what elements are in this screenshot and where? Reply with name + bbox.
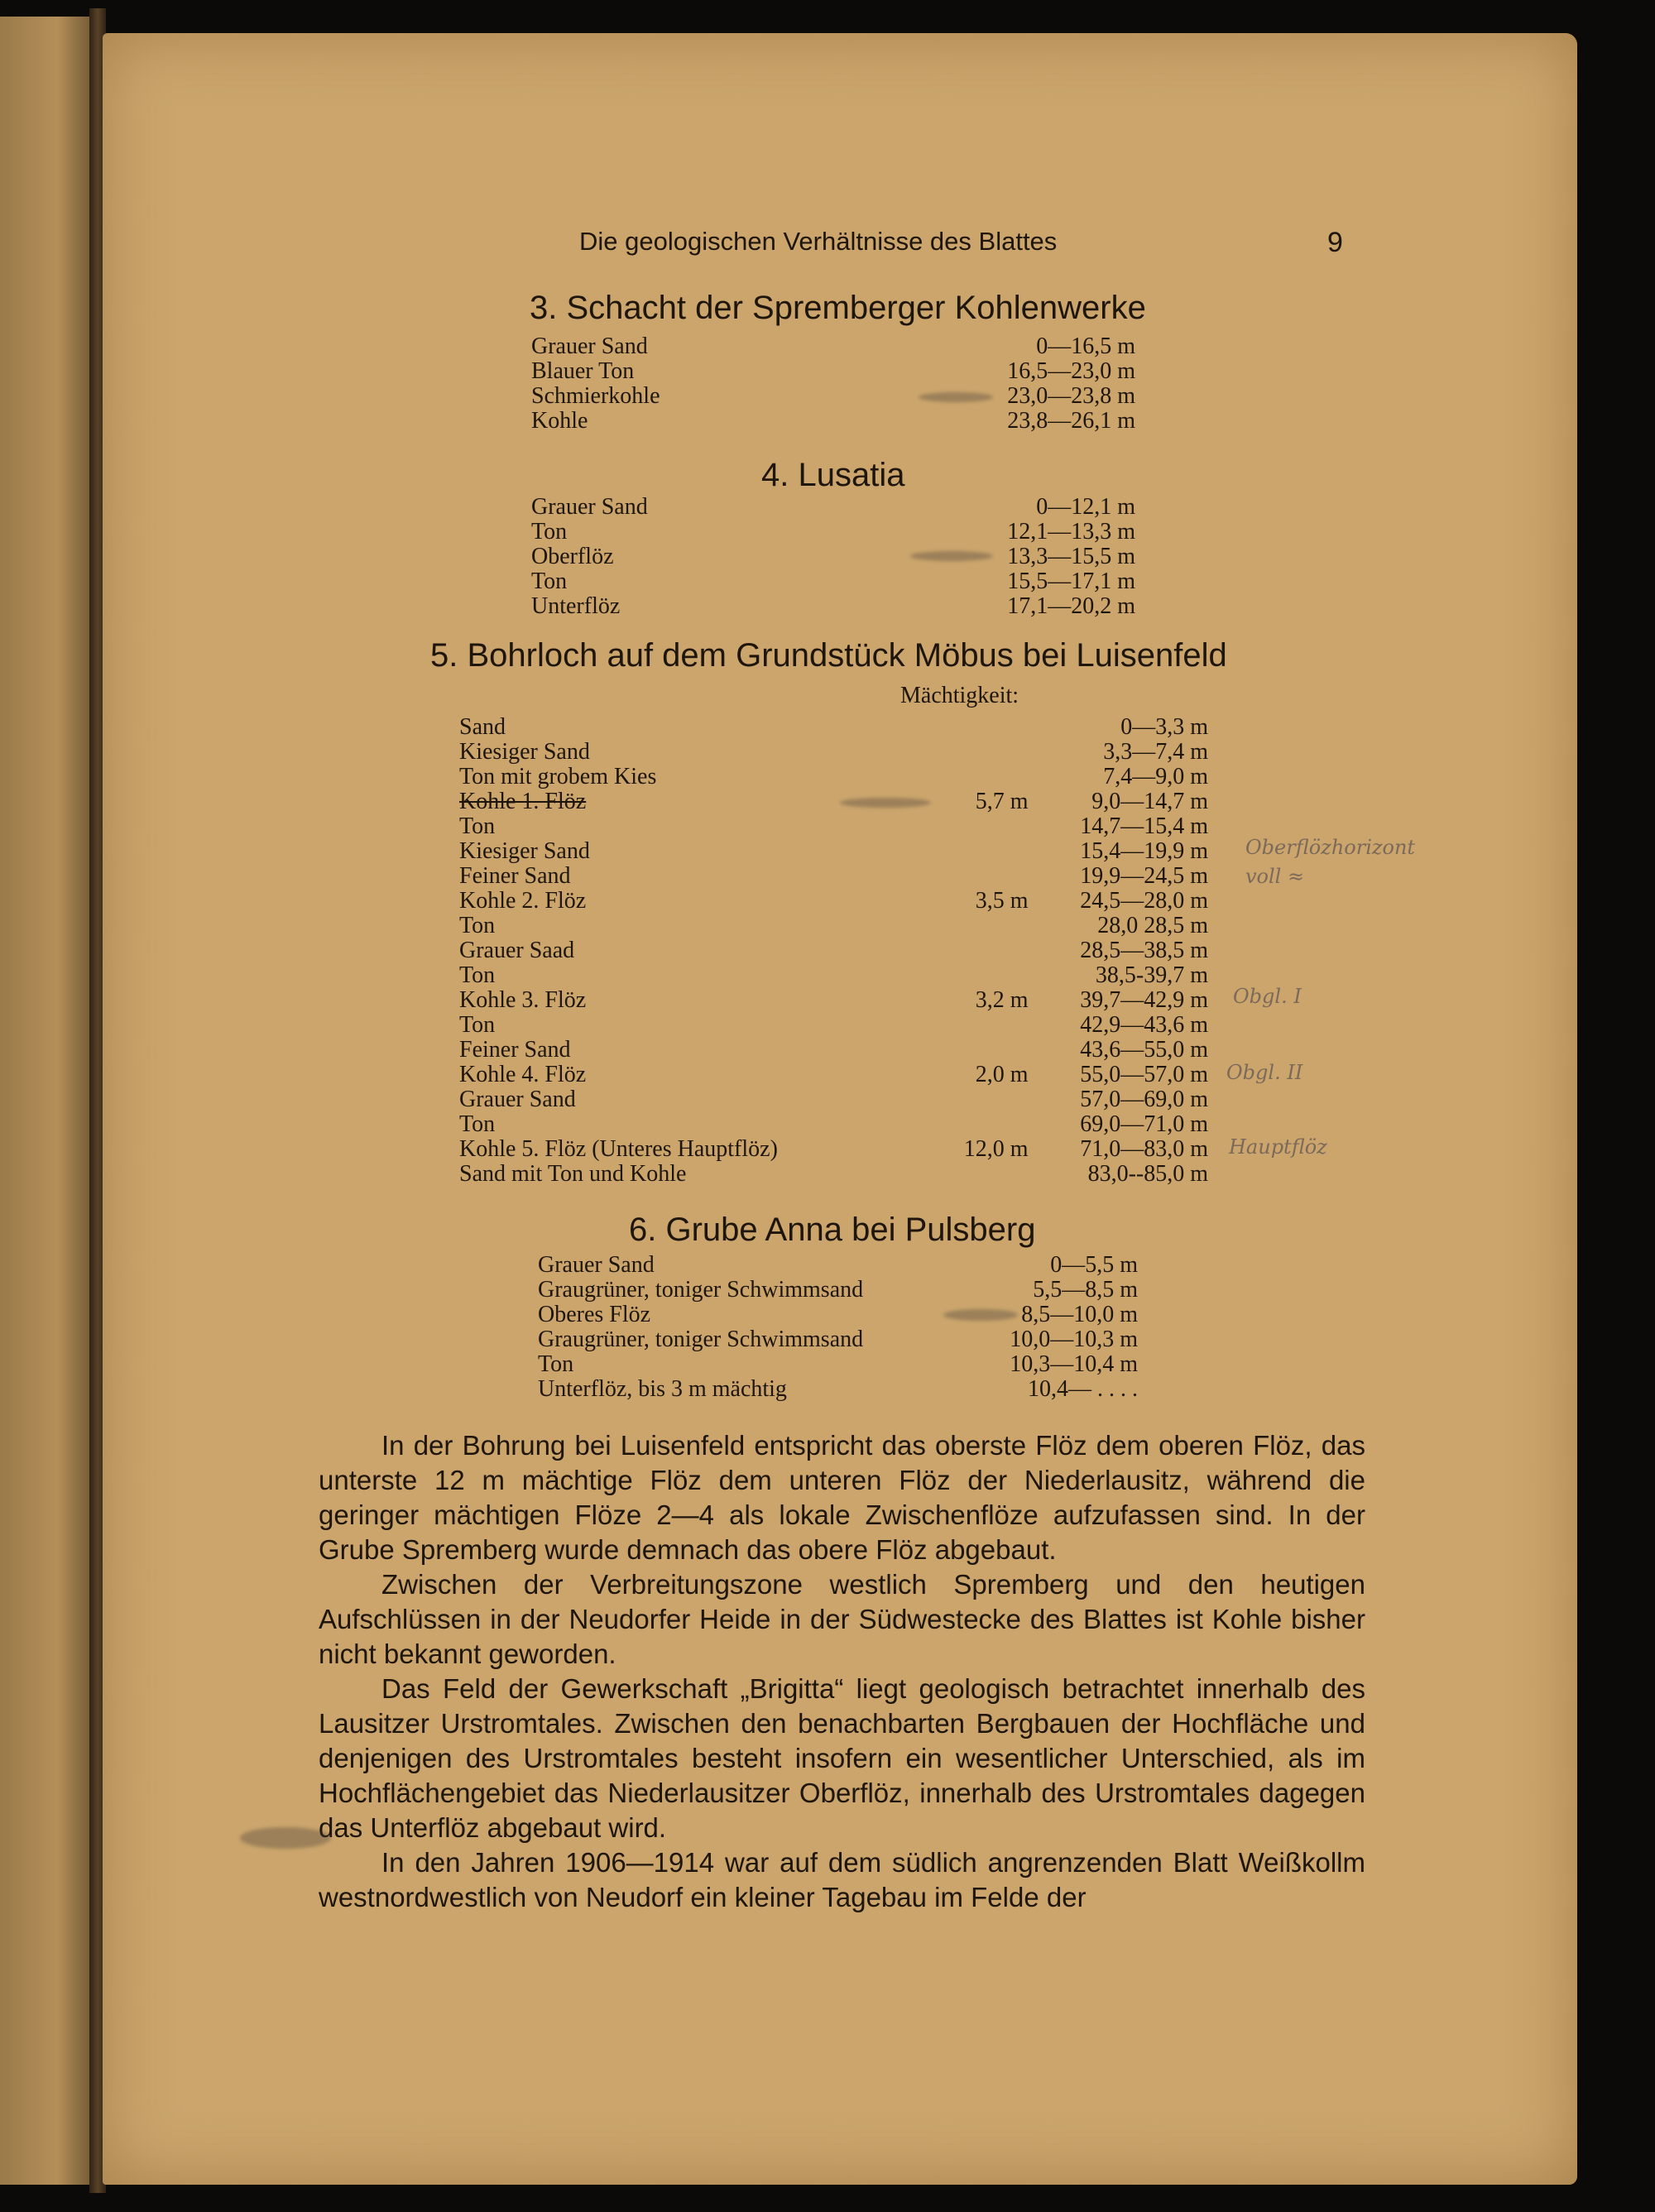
table-row: [531, 495, 1135, 520]
row-label: Grauer Saad: [459, 938, 575, 963]
running-header: Die geologischen Verhältnisse des Blattes: [579, 227, 1058, 256]
row-label: Ton mit grobem Kies: [459, 764, 657, 789]
row-depth: 5,5—8,5 m: [1033, 1277, 1138, 1303]
row-label: Oberflöz: [531, 544, 614, 569]
row-label: Feiner Sand: [459, 1037, 571, 1063]
pencil-smudge: [910, 551, 993, 561]
row-label: Kohle 2. Flöz: [459, 888, 587, 914]
table-row: [459, 938, 1208, 963]
row-depth: 14,7—15,4 m: [1080, 813, 1208, 839]
row-label: Grauer Sand: [538, 1252, 655, 1278]
table-row: [459, 1038, 1208, 1063]
row-label: Unterflöz: [531, 593, 621, 619]
row-label: Ton: [459, 913, 496, 938]
paragraph: Das Feld der Gewerkschaft „Brigitta“ liegt geologisch betrachtet innerhalb des Lausitzer Urstromtales. Zwischen den benachbarten Bergbauen der Hochfläche und denjenigen des Urstromtales besteht insofern ein wesentlicher Unterschied, als im Hochflächengebiet das Niederlausitzer Oberflöz, innerhalb des Urstromtales dagegen das Unterflöz abgebaut wird.: [319, 1673, 1365, 1843]
table-row: [459, 740, 1208, 765]
row-label: Ton: [538, 1351, 574, 1377]
body-text: [319, 1428, 1365, 1915]
row-thickness: 12,0 m: [963, 1136, 1029, 1162]
section-title-6: 6. Grube Anna bei Pulsberg: [629, 1212, 1036, 1248]
table-row: [531, 384, 1135, 409]
paragraph: In der Bohrung bei Luisenfeld entspricht das oberste Flöz dem oberen Flöz, das unterste 12 m mächtige Flöz dem unteren Flöz der Niederlausitz, während die geringer mächtigen Flöze 2—4 als lokale Zwischenflöze aufzufassen sind. In der Grube Spremberg wurde demnach das obere Flöz abgebaut.: [319, 1430, 1365, 1565]
row-label: Kohle 4. Flöz: [459, 1062, 587, 1087]
paragraph: In den Jahren 1906—1914 war auf dem südlich angrenzenden Blatt Weißkollm westnordwestlich von Neudorf ein kleiner Tagebau im Felde der: [319, 1847, 1365, 1912]
row-thickness: [938, 765, 1029, 789]
row-label: Ton: [459, 813, 496, 839]
table-row: [459, 864, 1208, 889]
row-thickness: 3,5 m: [975, 888, 1029, 914]
pencil-annotation: Obgl. I: [1233, 985, 1302, 1008]
row-depth: 0—3,3 m: [1120, 714, 1208, 740]
pencil-smudge: [943, 1309, 1018, 1321]
row-label: Ton: [459, 1012, 496, 1038]
row-depth: 38,5-39,7 m: [1095, 962, 1208, 988]
table-row: [538, 1278, 1138, 1303]
row-label: Sand: [459, 714, 506, 740]
table-row: [538, 1327, 1138, 1352]
table-row: [459, 914, 1208, 938]
row-depth: 0—5,5 m: [1050, 1252, 1138, 1278]
row-thickness: [938, 740, 1029, 765]
row-depth: 28,0 28,5 m: [1097, 913, 1208, 938]
table-row: [538, 1253, 1138, 1278]
row-depth: 0—12,1 m: [1036, 494, 1135, 520]
row-thickness: [938, 1087, 1029, 1112]
table-row: [531, 569, 1135, 594]
table-row: [531, 359, 1135, 384]
row-thickness: [938, 814, 1029, 839]
row-thickness: [938, 1112, 1029, 1137]
row-depth: 16,5—23,0 m: [1007, 358, 1135, 384]
row-thickness: [938, 963, 1029, 988]
row-label: Kohle 1. Flöz: [459, 789, 587, 814]
table-row: [538, 1303, 1138, 1327]
column-header-maechtigkeit: Mächtigkeit:: [900, 683, 1019, 708]
table-row: [459, 1087, 1208, 1112]
row-depth: 7,4—9,0 m: [1103, 764, 1208, 789]
row-depth: 15,5—17,1 m: [1007, 569, 1135, 594]
row-label: Oberes Flöz: [538, 1302, 651, 1327]
row-depth: 39,7—42,9 m: [1080, 987, 1208, 1013]
row-depth: 8,5—10,0 m: [1021, 1302, 1138, 1327]
row-thickness: [938, 1162, 1029, 1187]
row-label: Grauer Sand: [459, 1087, 576, 1112]
row-label: Blauer Ton: [531, 358, 635, 384]
row-depth: 42,9—43,6 m: [1080, 1012, 1208, 1038]
row-thickness: 2,0 m: [975, 1062, 1029, 1087]
row-depth: 24,5—28,0 m: [1080, 888, 1208, 914]
row-label: Kiesiger Sand: [459, 838, 590, 864]
row-label: Feiner Sand: [459, 863, 571, 889]
table-row: [459, 963, 1208, 988]
table-row: [538, 1377, 1138, 1402]
row-depth: 69,0—71,0 m: [1080, 1111, 1208, 1137]
table-row: [459, 988, 1208, 1013]
row-label: Graugrüner, toniger Schwimmsand: [538, 1327, 864, 1352]
table-row: [459, 789, 1208, 814]
row-thickness: [938, 938, 1029, 963]
section-title-3: 3. Schacht der Spremberger Kohlenwerke: [530, 290, 1146, 326]
pencil-annotation: Hauptflöz: [1229, 1135, 1327, 1159]
row-thickness: [938, 839, 1029, 864]
row-depth: 17,1—20,2 m: [1007, 593, 1135, 619]
row-depth: 10,3—10,4 m: [1010, 1351, 1138, 1377]
row-depth: 71,0—83,0 m: [1080, 1136, 1208, 1162]
table-row: [459, 715, 1208, 740]
row-thickness: [938, 914, 1029, 938]
row-thickness: [938, 864, 1029, 889]
row-depth: 28,5—38,5 m: [1080, 938, 1208, 963]
row-label: Kohle 5. Flöz (Unteres Hauptflöz): [459, 1136, 778, 1162]
row-depth: 10,0—10,3 m: [1010, 1327, 1138, 1352]
row-depth: 12,1—13,3 m: [1007, 519, 1135, 545]
row-label: Sand mit Ton und Kohle: [459, 1161, 687, 1187]
table-row: [531, 545, 1135, 569]
paragraph: Zwischen der Verbreitungszone westlich Spremberg und den heutigen Aufschlüssen in der Neudorfer Heide in der Südwestecke des Blattes ist Kohle bisher nicht bekannt geworden.: [319, 1569, 1365, 1669]
table-row: [459, 765, 1208, 789]
row-depth: 15,4—19,9 m: [1080, 838, 1208, 864]
table-row: [459, 1013, 1208, 1038]
page-number: 9: [1327, 227, 1343, 258]
row-label: Graugrüner, toniger Schwimmsand: [538, 1277, 864, 1303]
row-depth: 0—16,5 m: [1036, 333, 1135, 359]
row-label: Schmierkohle: [531, 383, 660, 409]
row-thickness: [938, 1038, 1029, 1063]
table-section-3: [531, 334, 1135, 434]
row-depth: 83,0--85,0 m: [1087, 1161, 1208, 1187]
row-thickness: 5,7 m: [975, 789, 1029, 814]
row-label: Grauer Sand: [531, 494, 648, 520]
table-section-4: [531, 495, 1135, 619]
row-depth: 57,0—69,0 m: [1080, 1087, 1208, 1112]
pencil-smudge: [240, 1827, 331, 1849]
row-depth: 19,9—24,5 m: [1080, 863, 1208, 889]
row-label: Ton: [531, 519, 568, 545]
table-row: [459, 814, 1208, 839]
pencil-annotation: Obgl. II: [1226, 1061, 1303, 1084]
table-row: [531, 334, 1135, 359]
section-title-4: 4. Lusatia: [761, 457, 905, 493]
row-depth: 3,3—7,4 m: [1103, 739, 1208, 765]
table-row: [531, 520, 1135, 545]
table-row: [459, 839, 1208, 864]
row-label: Kohle: [531, 408, 588, 434]
row-thickness: [938, 1013, 1029, 1038]
row-depth: 9,0—14,7 m: [1091, 789, 1208, 814]
table-row: [459, 1112, 1208, 1137]
table-row: [459, 1063, 1208, 1087]
table-row: [459, 889, 1208, 914]
row-label: Ton: [531, 569, 568, 594]
row-label: Ton: [459, 1111, 496, 1137]
table-row: [538, 1352, 1138, 1377]
table-section-6: [538, 1253, 1138, 1402]
row-thickness: 3,2 m: [975, 987, 1029, 1013]
row-depth: 55,0—57,0 m: [1080, 1062, 1208, 1087]
row-label: Unterflöz, bis 3 m mächtig: [538, 1376, 787, 1402]
table-row: [531, 409, 1135, 434]
pencil-smudge: [919, 392, 993, 402]
pencil-annotation: voll ≈: [1245, 865, 1305, 888]
table-section-5: [459, 715, 1208, 1187]
row-label: Kiesiger Sand: [459, 739, 590, 765]
row-depth: 43,6—55,0 m: [1080, 1037, 1208, 1063]
row-thickness: [938, 715, 1029, 740]
row-label: Kohle 3. Flöz: [459, 987, 587, 1013]
row-label: Grauer Sand: [531, 333, 648, 359]
section-title-5: 5. Bohrloch auf dem Grundstück Möbus bei Luisenfeld: [430, 637, 1227, 674]
row-depth: 10,4— . . . .: [1028, 1376, 1138, 1402]
table-row: [531, 594, 1135, 619]
table-row: [459, 1137, 1208, 1162]
table-row: [459, 1162, 1208, 1187]
row-depth: 23,8—26,1 m: [1007, 408, 1135, 434]
pencil-annotation: Oberflözhorizont: [1245, 836, 1416, 859]
pencil-smudge: [840, 798, 931, 808]
row-depth: 23,0—23,8 m: [1007, 383, 1135, 409]
row-label: Ton: [459, 962, 496, 988]
row-depth: 13,3—15,5 m: [1007, 544, 1135, 569]
